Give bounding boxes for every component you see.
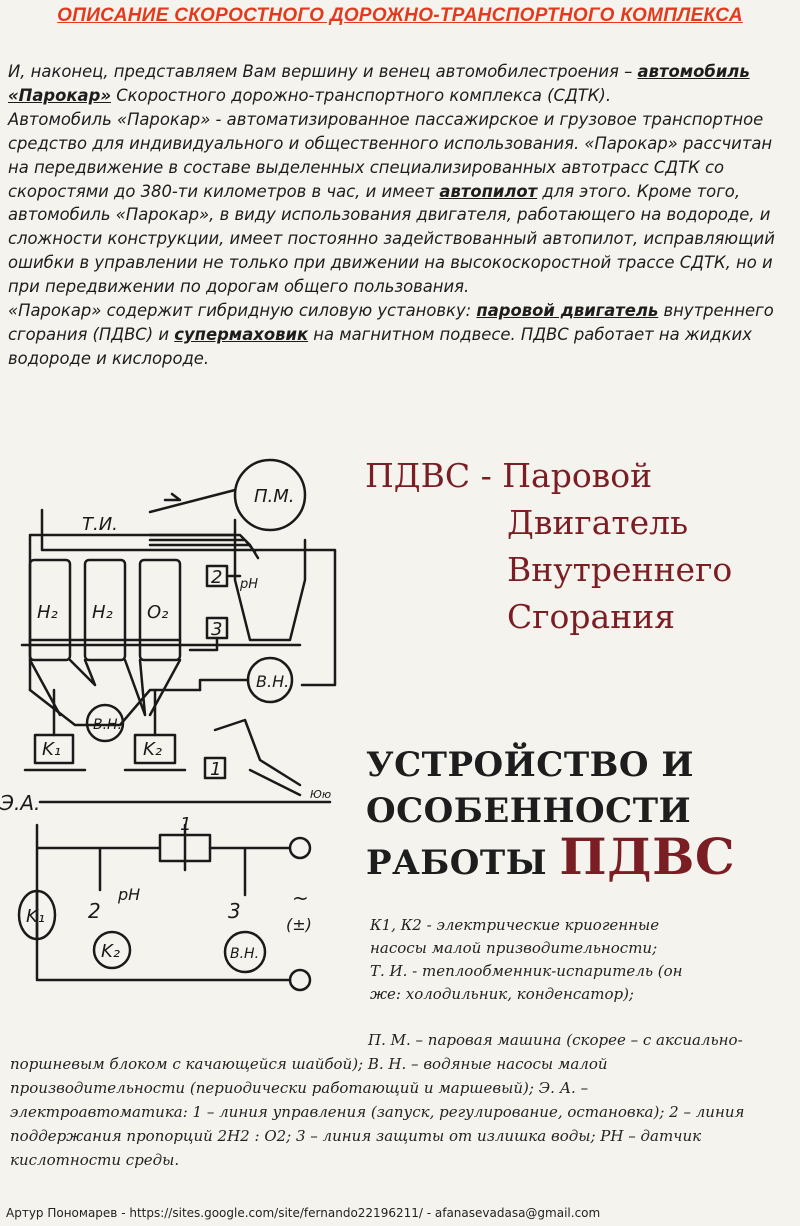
device-heading-line-2: ОСОБЕННОСТИ [366,791,692,831]
label-ck2: K₂ [101,941,121,962]
intro-paragraph-1: И, наконец, представляем Вам вершину и венец автомобилестроения – автомобиль «Парокар» Скоростного дорожно-транспортного комплекса (СДТК). [8,62,750,105]
pdvs-heading-line-2: Двигатель [507,503,689,542]
footer-credit: Артур Пономарев - https://sites.google.com/site/fernando22196211/ - afanasevadasa@gmail.com [6,1206,601,1220]
label-o2: O₂ [147,602,169,623]
label-vn-right: В.Н. [256,672,290,691]
intro-paragraph-2: Автомобиль «Парокар» - автоматизированное пассажирское и грузовое транспортное средство для индивидуального и общественного использования. «Парокар» рассчитан на передвижение в составе выделенных специализированных автотрасс СДТК со скоростями до 380-ти километров в час, и имеет автопилот для этого. Кроме того, автомобиль «Парокар», в виду использования двигателя, работающего на водороде, и сложности конструкции, имеет постоянно задействованный автопилот, исправляющий ошибки в управлении не только при движении на высокоскоростной трассе СДТК, но и при передвижении по дорогам общего пользования. [8,109,775,297]
intro-paragraph-3: «Парокар» содержит гибридную силовую установку: паровой двигатель внутреннего сгорания (ПДВС) и супермаховик на магнитном подвесе. ПДВС работает на жидких водороде и кислороде. [8,301,774,368]
intro-bold-parokar: автомобиль «Парокар» [8,62,750,105]
intro-bold-engine: паровой двигатель [476,301,659,321]
label-ph: pH [240,577,259,592]
pdvs-heading-line-4: Сгорания [507,597,676,636]
device-heading-line-3: РАБОТЫ ПДВС [366,827,736,886]
pedal [215,720,300,795]
label-c-ph: pH [118,885,141,904]
device-heading-line-1: УСТРОЙСТВО И [366,745,694,785]
label-ac: ~ [292,886,309,910]
label-pm: П.М. [254,486,295,507]
label-box2: 2 [211,567,223,588]
pdvs-heading-line-1: ПДВС - Паровой [365,456,653,495]
terminal-top [290,838,310,858]
label-box3: 3 [211,619,223,640]
device-heading [366,742,786,886]
label-k2: K₂ [143,739,163,760]
label-c3: 3 [228,899,241,923]
label-c1: 1 [180,814,192,835]
label-vn-left: В.Н. [93,717,123,733]
label-c2: 2 [88,899,101,923]
device-heading-pdvs: ПДВС [559,827,736,886]
label-box1: 1 [210,759,222,780]
intro-bold-flywheel: супермаховик [174,324,309,344]
label-h2-left: H₂ [37,602,58,623]
label-cvn: В.Н. [230,946,260,962]
label-ea: Э.А. [0,791,41,815]
intro-bold-autopilot: автопилот [439,181,538,201]
label-h2-mid: H₂ [92,602,113,623]
legend-bottom: П. М. – паровая машина (скорее – с аксиально- поршневым блоком с качающейся шайбой); В. Н. – водяные насосы малой производительности (периодически работающий и маршевый); Э. А. – электроавтоматика: 1 – линия управления (запуск, регулирование, остановка); 2 – линия поддержания пропорций 2Н2 : О2; 3 – линия защиты от излишка воды; РН – датчик кислотности среды. [10,1031,745,1169]
pdvs-heading [365,452,795,640]
pdvs-heading-line-3: Внутреннего [507,550,733,589]
label-ti: Т.И. [82,514,118,535]
label-k1: K₁ [42,739,62,760]
page-title: ОПИСАНИЕ СКОРОСТНОГО ДОРОЖНО-ТРАНСПОРТНОГО КОМПЛЕКСА [57,5,743,26]
intro-text [8,60,794,371]
label-ck1: K₁ [26,906,46,927]
terminal-bottom [290,970,310,990]
signature: Юю [310,788,332,801]
legend-top: К1, К2 - электрические криогенные насосы малой призводительности; Т. И. - теплообменник-испаритель (он же: холодильник, конденсатор); [370,916,683,1003]
label-dc: (±) [286,915,312,934]
engine-diagram [0,440,360,1000]
